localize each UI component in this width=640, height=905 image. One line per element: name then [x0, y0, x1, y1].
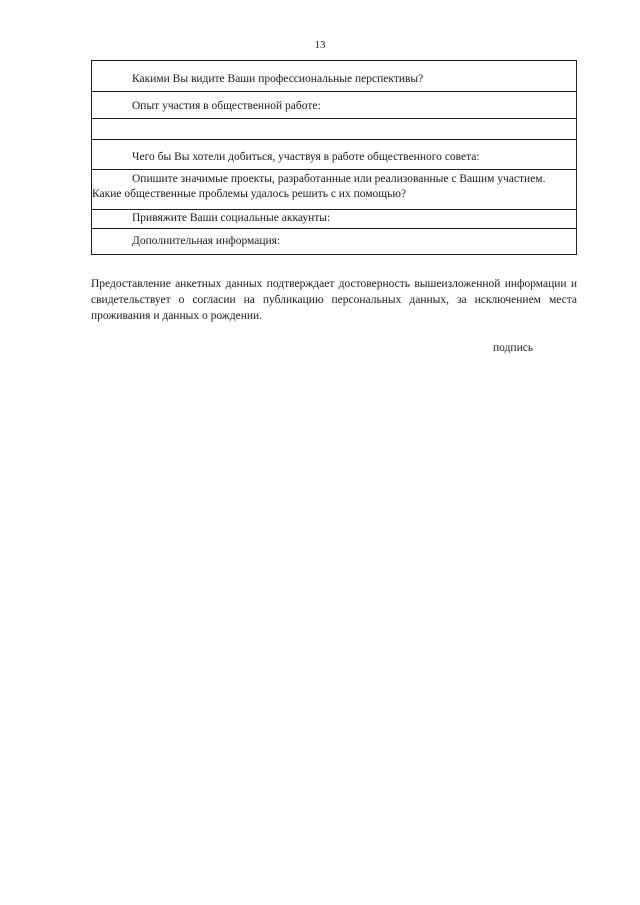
row-label: Какими Вы видите Ваши профессиональные перспективы? — [132, 73, 424, 85]
row-label: Опишите значимые проекты, разработанные или реализованные с Вашим участием. Какие общественные проблемы удалось решить с их помощью? — [92, 173, 546, 200]
row-public-work-experience — [92, 92, 576, 119]
row-significant-projects — [92, 170, 576, 210]
row-social-accounts — [92, 210, 576, 229]
consent-paragraph: Предоставление анкетных данных подтверждает достоверность вышеизложенной информации и свидетельствует о согласии на публикацию персональных данных, за исключением места проживания и данных о рождении. — [91, 278, 577, 322]
row-additional-info — [92, 229, 576, 255]
row-label — [92, 119, 576, 123]
row-label: Привяжите Ваши социальные аккаунты: — [132, 212, 331, 224]
signature-label: подпись — [493, 342, 534, 354]
row-label: Опыт участия в общественной работе: — [132, 100, 321, 112]
row-label: Дополнительная информация: — [132, 235, 281, 247]
row-label: Чего бы Вы хотели добиться, участвуя в работе общественного совета: — [132, 151, 480, 163]
row-professional-prospects — [92, 61, 576, 92]
row-council-goals — [92, 140, 576, 170]
questionnaire-table — [91, 60, 577, 255]
row-blank-answer — [92, 119, 576, 140]
page-number: 13 — [314, 39, 326, 51]
